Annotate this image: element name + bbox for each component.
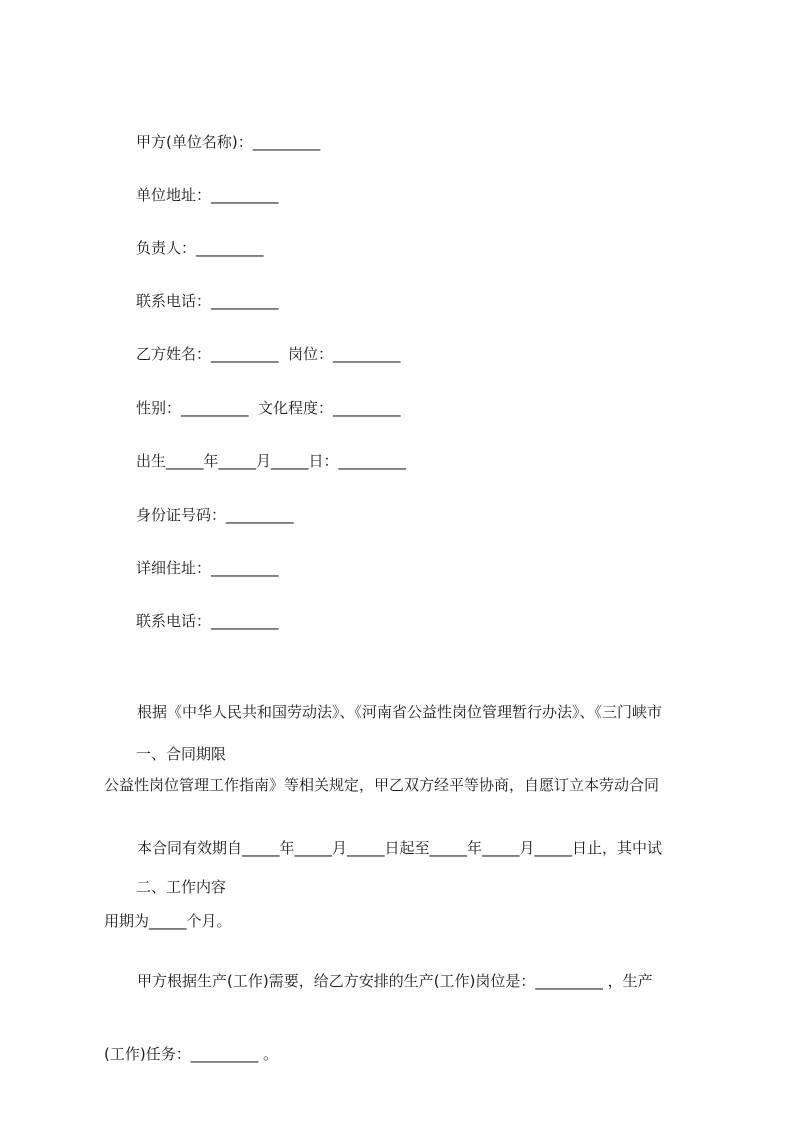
detailed-address-field: 详细住址：_________: [136, 559, 279, 577]
gender-education-field: 性别：_________ 文化程度：_________: [136, 399, 401, 417]
party-b-name-position-field: 乙方姓名：_________ 岗位：_________: [136, 345, 401, 363]
work-content-line-2: (工作)任务：_________ 。: [104, 1045, 278, 1063]
preamble-line-2: 公益性岗位管理工作指南》等相关规定，甲乙双方经平等协商，自愿订立本劳动合同: [104, 776, 660, 794]
section-1-heading: 一、合同期限: [136, 745, 227, 763]
work-content-paragraph: [104, 931, 704, 1117]
preamble-line-1: 根据《中华人民共和国劳动法》、《河南省公益性岗位管理暂行办法》、《三门峡市: [137, 703, 663, 721]
birth-date-field: 出生_____年_____月_____日：_________: [136, 452, 407, 470]
party-a-name-field: 甲方(单位名称)：_________: [136, 133, 321, 151]
section-2-heading: 二、工作内容: [136, 878, 227, 896]
contract-term-line-1: 本合同有效期自_____年_____月_____日起至_____年_____月_____日止，其中试: [137, 839, 663, 857]
contract-term-line-2: 用期为_____个月。: [104, 912, 232, 930]
person-in-charge-field: 负责人：_________: [136, 239, 264, 257]
work-content-line-1: 甲方根据生产(工作)需要，给乙方安排的生产(工作)岗位是：_________ ，生产: [137, 972, 653, 990]
party-a-phone-field: 联系电话：_________: [136, 292, 279, 310]
unit-address-field: 单位地址：_________: [136, 186, 279, 204]
party-b-phone-field: 联系电话：_________: [136, 612, 279, 630]
id-number-field: 身份证号码：_________: [136, 506, 294, 524]
